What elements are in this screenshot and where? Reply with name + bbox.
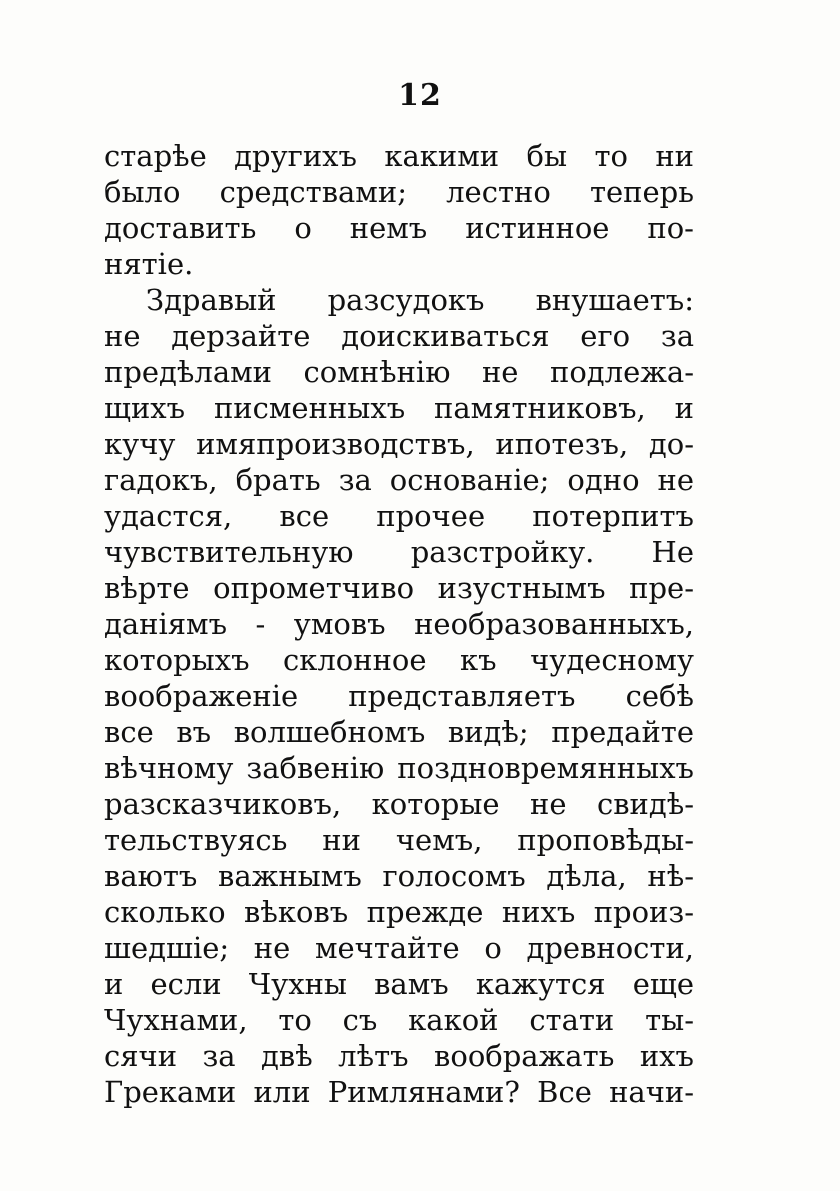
text-line: даніямъ - умовъ необразованныхъ, [104, 607, 694, 641]
page-number: 12 [398, 78, 442, 113]
paragraph-1 [104, 138, 694, 282]
text-line: доставить о немъ истинное по- [104, 211, 694, 245]
text-line: нятіе. [104, 247, 194, 281]
text-line: сячи за двѣ лѣтъ воображать ихъ [104, 1039, 694, 1073]
text-line: Здравый разсудокъ внушаетъ: [146, 283, 694, 317]
text-line: ваютъ важнымъ голосомъ дѣла, нѣ- [104, 859, 694, 893]
text-line: разсказчиковъ, которые не свидѣ- [104, 787, 694, 821]
text-line: щихъ писменныхъ памятниковъ, и [104, 391, 694, 425]
text-line: было средствами; лестно теперь [104, 175, 694, 209]
text-line: сколько вѣковъ прежде нихъ произ- [104, 895, 694, 929]
text-line: кучу имяпроизводствъ, ипотезъ, до- [104, 427, 694, 461]
text-line: удастся, все прочее потерпитъ [104, 499, 694, 533]
text-line: вѣчному забвенію поздновремянныхъ [104, 751, 694, 785]
paragraph-2 [104, 282, 694, 1110]
text-line: вѣрте опрометчиво изустнымъ пре- [104, 571, 694, 605]
body-text [104, 138, 694, 1110]
text-line: шедшіе; не мечтайте о древности, [104, 931, 694, 965]
text-line: Греками или Римлянами? Все начи- [104, 1075, 694, 1109]
text-line: не дерзайте доискиваться его за [104, 319, 694, 353]
text-line: старѣе другихъ какими бы то ни [104, 139, 694, 173]
text-line: все въ волшебномъ видѣ; предайте [104, 715, 694, 749]
text-line: Чухнами, то съ какой стати ты- [104, 1003, 694, 1037]
text-line: тельствуясь ни чемъ, проповѣды- [104, 823, 694, 857]
text-line: чувствительную разстройку. Не [104, 535, 694, 569]
text-line: гадокъ, брать за основаніе; одно не [104, 463, 694, 497]
text-line: которыхъ склонное къ чудесному [104, 643, 694, 677]
text-line: и если Чухны вамъ кажутся еще [104, 967, 694, 1001]
text-line: воображеніе представляетъ себѣ [104, 679, 694, 713]
text-line: предѣлами сомнѣнію не подлежа- [104, 355, 694, 389]
